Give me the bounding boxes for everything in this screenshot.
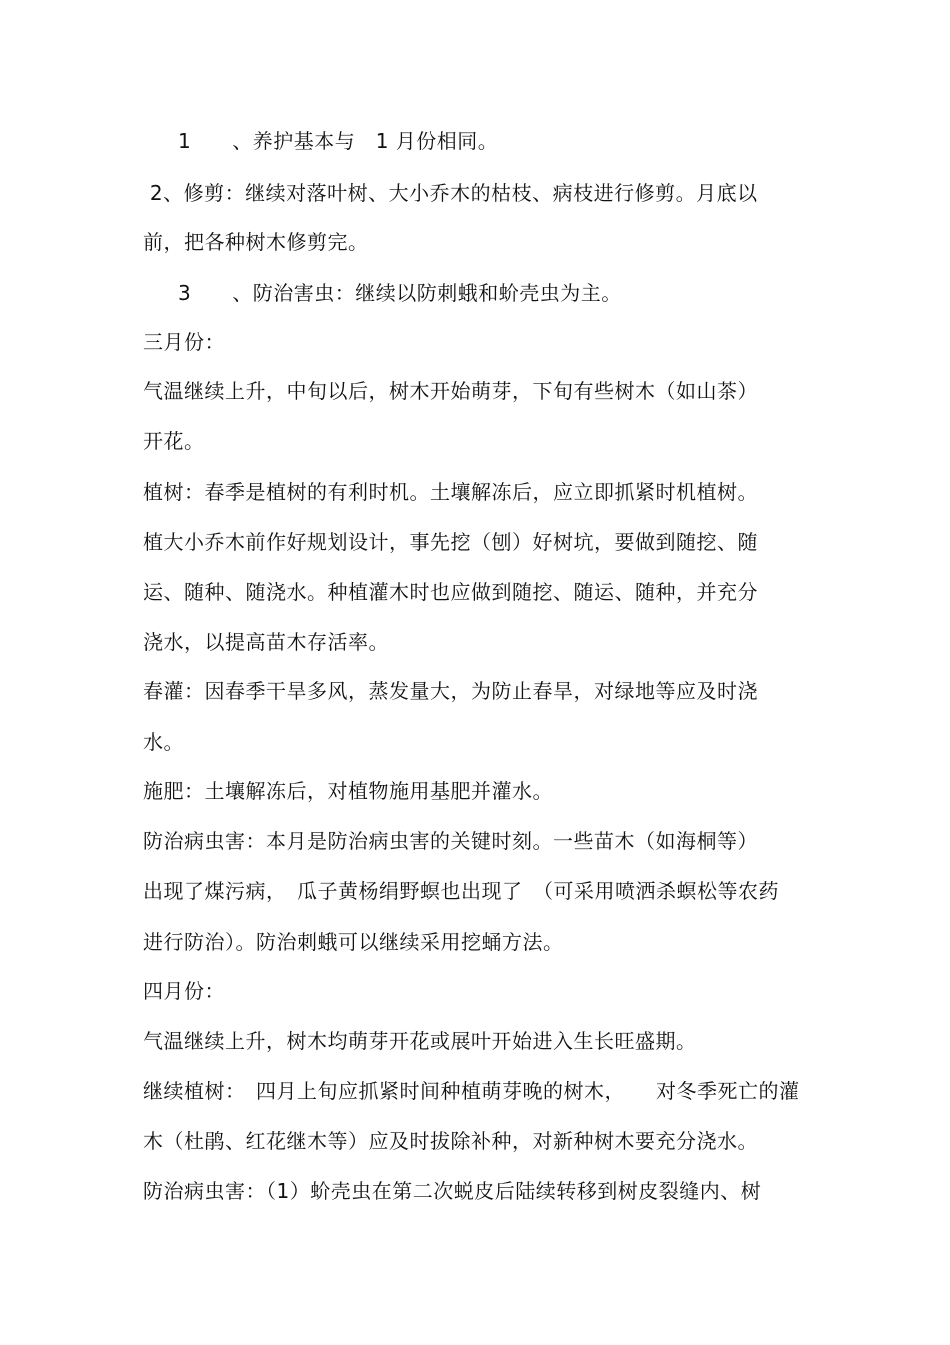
text-line-16: 出现了煤污病， 瓜子黄杨绢野螟也出现了 （可采用喷洒杀螟松等农药 bbox=[143, 879, 779, 903]
text-line-2: 2、修剪：继续对落叶树、大小乔木的枯枝、病枝进行修剪。月底以 bbox=[143, 181, 758, 205]
text-line-22: 防治病虫害：（1）蚧壳虫在第二次蜕皮后陆续转移到树皮裂缝内、树 bbox=[143, 1179, 762, 1203]
text-line-5: 三月份： bbox=[143, 330, 225, 354]
text-line-17: 进行防治）。防治刺蛾可以继续采用挖蛹方法。 bbox=[143, 930, 564, 954]
text-line-18: 四月份： bbox=[143, 979, 225, 1003]
text-line-13: 水。 bbox=[143, 730, 184, 754]
text-line-6: 气温继续上升，中旬以后，树木开始萌芽，下旬有些树木（如山茶） bbox=[143, 379, 758, 403]
text-line-7: 开花。 bbox=[143, 429, 205, 453]
text-line-20: 继续植树： 四月上旬应抓紧时间种植萌芽晚的树木， 对冬季死亡的灌 bbox=[143, 1079, 800, 1103]
text-line-4: 3 、防治害虫：继续以防刺蛾和蚧壳虫为主。 bbox=[178, 281, 622, 305]
text-line-1: 1 、养护基本与 1 月份相同。 bbox=[178, 129, 499, 153]
text-line-12: 春灌：因春季干旱多风，蒸发量大，为防止春旱，对绿地等应及时浇 bbox=[143, 679, 758, 703]
text-line-3: 前，把各种树木修剪完。 bbox=[143, 230, 369, 254]
text-line-9: 植大小乔木前作好规划设计，事先挖（刨）好树坑，要做到随挖、随 bbox=[143, 530, 758, 554]
text-line-11: 浇水，以提高苗木存活率。 bbox=[143, 630, 389, 654]
text-line-10: 运、随种、随浇水。种植灌木时也应做到随挖、随运、随种，并充分 bbox=[143, 580, 758, 604]
text-line-21: 木（杜鹃、红花继木等）应及时拔除补种，对新种树木要充分浇水。 bbox=[143, 1129, 758, 1153]
text-line-15: 防治病虫害：本月是防治病虫害的关键时刻。一些苗木（如海桐等） bbox=[143, 829, 758, 853]
text-line-19: 气温继续上升，树木均萌芽开花或展叶开始进入生长旺盛期。 bbox=[143, 1029, 697, 1053]
text-line-14: 施肥：土壤解冻后，对植物施用基肥并灌水。 bbox=[143, 779, 553, 803]
text-line-8: 植树：春季是植树的有利时机。土壤解冻后，应立即抓紧时机植树。 bbox=[143, 480, 758, 504]
